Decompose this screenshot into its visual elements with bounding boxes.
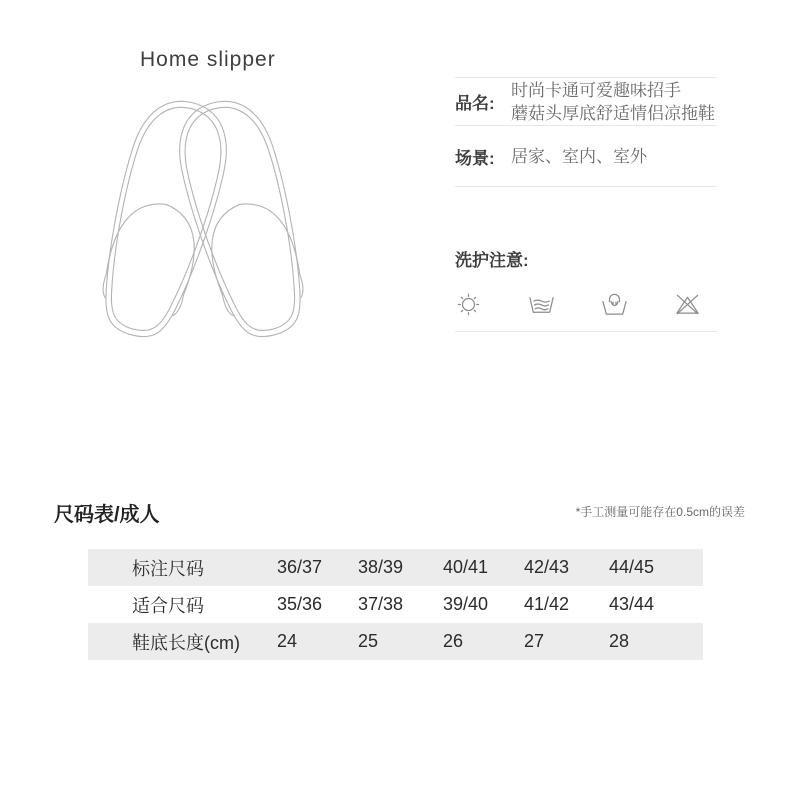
care-icons-row (455, 290, 717, 318)
cell: 27 (524, 631, 545, 651)
product-name-value (511, 79, 715, 125)
product-name-line1: 时尚卡通可爱趣味招手 (511, 80, 681, 100)
cell: 40/41 (443, 557, 489, 577)
cell: 25 (358, 631, 379, 651)
product-name-label: 品名: (455, 94, 495, 113)
scene-row (455, 126, 717, 186)
cell: 35/36 (277, 594, 323, 614)
cell: 24 (277, 631, 298, 651)
table-row-sole-length (88, 623, 703, 660)
cell: 38/39 (358, 557, 404, 577)
do-not-bleach-icon (674, 291, 701, 318)
product-name-line2: 蘑菇头厚底舒适情侣凉拖鞋 (511, 103, 715, 123)
product-name-row (455, 78, 717, 125)
size-chart-note: *手工测量可能存在0.5cm的误差 (575, 505, 745, 519)
cell: 44/45 (609, 557, 655, 577)
scene-label: 场景: (455, 148, 495, 168)
cell: 37/38 (358, 594, 404, 614)
cell: 43/44 (609, 594, 655, 614)
row-label: 标注尺码 (132, 558, 204, 579)
row-label: 适合尺码 (132, 595, 204, 616)
hand-wash-icon (601, 291, 628, 318)
care-heading: 洗护注意: (455, 251, 529, 270)
divider (455, 331, 717, 332)
cell: 36/37 (277, 557, 323, 577)
scene-value: 居家、室内、室外 (511, 146, 647, 166)
size-chart-table (88, 549, 703, 660)
slippers-line-drawing (88, 85, 318, 347)
wash-basin-icon (528, 291, 555, 318)
table-row-fit-size (88, 586, 703, 623)
product-info-panel (455, 77, 717, 332)
cell: 28 (609, 631, 630, 651)
left-slipper-outline (88, 91, 239, 347)
page-title: Home slipper (140, 48, 276, 71)
divider (455, 186, 717, 187)
right-slipper-outline (167, 91, 318, 347)
cell: 39/40 (443, 594, 489, 614)
cell: 26 (443, 631, 464, 651)
row-label: 鞋底长度(cm) (132, 632, 240, 653)
table-row-marked-size (88, 549, 703, 586)
size-chart-title: 尺码表/成人 (54, 504, 160, 526)
sun-dry-icon (455, 291, 482, 318)
cell: 41/42 (524, 594, 570, 614)
cell: 42/43 (524, 557, 570, 577)
